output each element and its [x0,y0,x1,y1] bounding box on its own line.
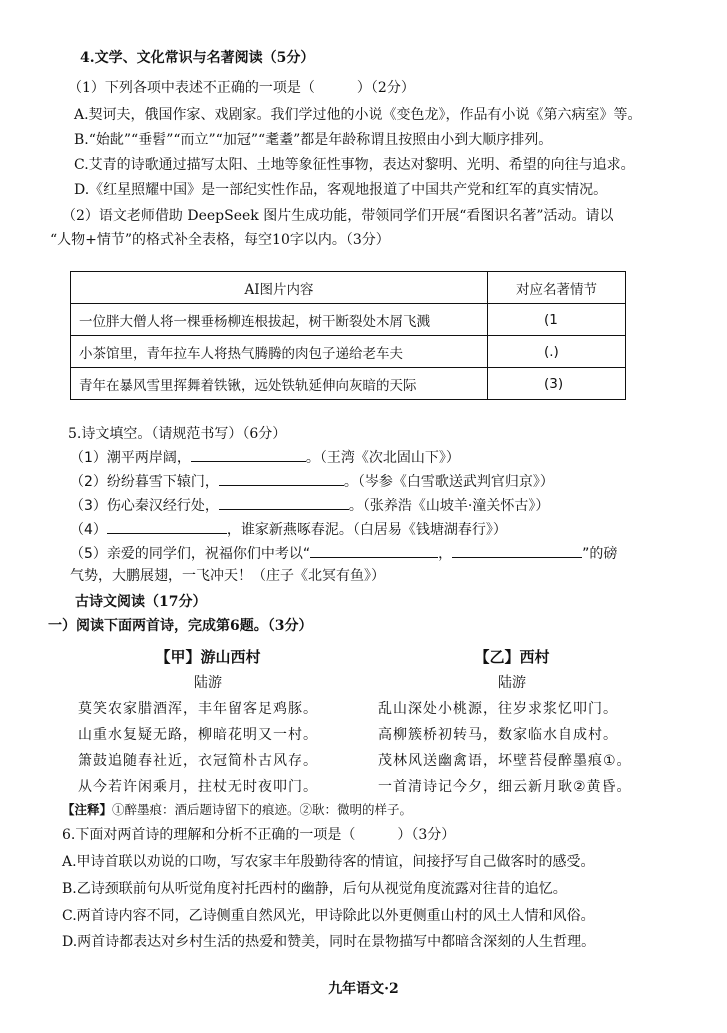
table-cell-answer[interactable]: (.) [488,336,626,368]
q6-option-d: D.两首诗都表达对乡村生活的热爱和赞美，同时在景物描写中都暗含深刻的人生哲理。 [62,934,596,950]
q4-sub1-stem-pre: （1）下列各项中表述不正确的一项是（ [68,80,315,96]
q5-item-4-pre: （4） [70,522,107,538]
q4-sub2-line2: “人物+情节”的格式补全表格，每空10字以内。（3分） [50,232,390,248]
section-subheading: 一）阅读下面两首诗，完成第6题。（3分） [48,618,313,634]
q5-item-1-pre: （1）潮平两岸阔， [70,450,191,466]
poem-yi-author: 陆游 [498,675,526,691]
q5-item-5-mid: ， [438,546,453,562]
poem-line: 一首清诗记今夕，细云新月耿②黄昏。 [378,779,632,795]
poem-jia-title: 【甲】游山西村 [155,648,261,666]
poem-line: 箫鼓追随春社近，衣冠简朴古风存。 [78,753,318,769]
poem-jia-author: 陆游 [194,675,222,691]
q5-item-1 [70,447,460,468]
q6-option-a: A.甲诗首联以劝说的口吻，写农家丰年殷勤待客的情谊，间接抒写自己做客时的感受。 [62,854,595,870]
poem-line: 高柳簇桥初转马，数家临水自成村。 [378,727,618,743]
q6-option-b: B.乙诗颈联前句从听觉角度衬托西村的幽静，后句从视觉角度流露对往昔的追忆。 [62,881,567,897]
notes [62,800,412,820]
table-header-answer: 对应名著情节 [488,272,626,304]
q4-option-c: C.艾青的诗歌通过描写太阳、土地等象征性事物，表达对黎明、光明、希望的向往与追求。 [74,157,635,173]
q4-sub1-stem-post: ）（2分） [356,80,415,96]
q4-answer-table [70,271,626,400]
table-cell-answer[interactable]: (1 [488,304,626,336]
poem-line: 从今若许闲乘月，拄杖无时夜叩门。 [78,779,318,795]
q5-item-4-blank[interactable] [107,519,227,534]
q5-item-2-blank[interactable] [219,471,344,486]
q5-heading: 5.诗文填空。（请规范书写）（6分） [68,426,287,442]
q4-sub1-stem [68,78,415,98]
notes-text: ①醉墨痕：酒后题诗留下的痕迹。②耿：微明的样子。 [112,802,413,817]
q5-item-4-post: ，谁家新燕啄春泥。（白居易《钱塘湖春行》） [226,522,507,538]
poem-line: 乱山深处小桃源，往岁求浆忆叩门。 [378,701,618,717]
q6-stem-post: ）（3分） [397,827,456,843]
q5-item-2 [70,471,554,492]
table-cell-content: 青年在暴风雪里挥舞着铁锹，远处铁轨延伸向灰暗的天际 [71,368,488,400]
table-cell-content: 小茶馆里，青年拉车人将热气腾腾的肉包子递给老车夫 [71,336,488,368]
q4-heading: 4.文学、文化常识与名著阅读（5分） [80,50,315,66]
q5-item-3-pre: （3）伤心秦汉经行处， [70,498,219,514]
q5-item-1-blank[interactable] [191,447,306,462]
q5-item-3-blank[interactable] [219,495,349,510]
table-cell-content: 一位胖大僧人将一棵垂杨柳连根拔起，树干断裂处木屑飞溅 [71,304,488,336]
table-header-row [71,272,626,304]
q5-item-5-pre: （5）亲爱的同学们，祝福你们中考以“ [70,546,311,562]
table-row [71,304,626,336]
q5-item-5-blank-1[interactable] [310,543,438,558]
q5-item-5-blank-2[interactable] [452,543,582,558]
poem-line: 莫笑农家腊酒浑，丰年留客足鸡豚。 [78,701,318,717]
q5-item-1-post: 。（王湾《次北固山下》） [305,450,460,466]
q5-item-3 [70,495,549,516]
q6-stem-pre: 6.下面对两首诗的理解和分析不正确的一项是（ [62,827,356,843]
poem-yi-title: 【乙】西村 [474,648,550,666]
poem-line: 山重水复疑无路，柳暗花明又一村。 [78,727,318,743]
q5-item-3-post: 。（张养浩《山坡羊·潼关怀古》） [348,498,550,514]
q5-item-2-pre: （2）纷纷暮雪下辕门， [70,474,219,490]
q6-stem [62,825,455,845]
q4-sub2-line1: （2）语文老师借助 DeepSeek 图片生成功能，带领同学们开展“看图识名著”活动。请以 [62,208,614,224]
q4-option-d: D.《红星照耀中国》是一部纪实性作品，客观地报道了中国共产党和红军的真实情况。 [74,182,608,198]
table-cell-answer[interactable]: (3) [488,368,626,400]
section-heading: 古诗文阅读（17分） [75,594,207,610]
notes-label: 【注释】 [62,802,113,817]
page-footer: 九年语文·2 [328,981,399,997]
q5-item-2-post: 。（岑参《白雪歌送武判官归京》） [343,474,554,490]
q6-option-c: C.两首诗内容不同，乙诗侧重自然风光，甲诗除此以外更侧重山村的风土人情和风俗。 [62,908,595,924]
q5-item-4 [70,519,507,540]
poem-jia [78,644,338,800]
poem-yi [378,644,646,800]
table-row [71,336,626,368]
q5-item-5 [70,543,617,564]
poem-line: 茂林风送幽禽语，坏壁苔侵醉墨痕①。 [378,753,632,769]
table-header-content: AI图片内容 [71,272,488,304]
table-row [71,368,626,400]
q4-option-b: B.“始龀”“垂髫”“而立”“加冠”“耄耋”都是年龄称谓且按照由小到大顺序排列。 [74,132,553,148]
q5-item-5-post: ”的磅 [582,546,618,562]
q5-item-5-line2: 气势，大鹏展翅，一飞冲天！（庄子《北冥有鱼》） [70,568,385,584]
q4-option-a: A.契诃夫，俄国作家、戏剧家。我们学过他的小说《变色龙》，作品有小说《第六病室》等。 [74,107,642,123]
